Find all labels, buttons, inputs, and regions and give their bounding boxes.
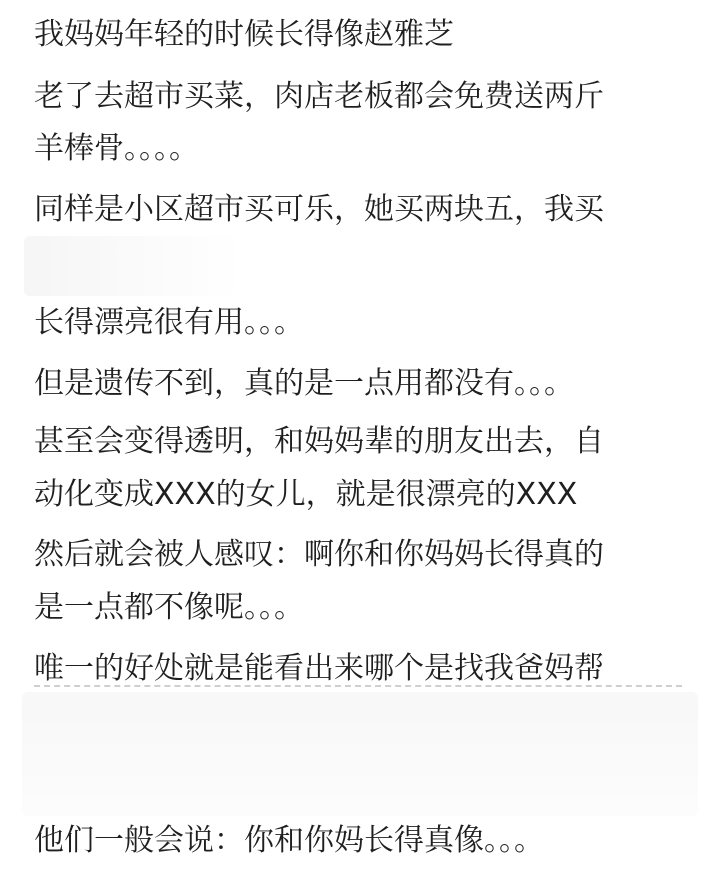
post-line-12: 他们一般会说：你和你妈长得真像。。。 bbox=[34, 823, 544, 858]
post-line-10: 是一点都不像呢。。。 bbox=[34, 590, 304, 625]
post-line-8: 动化变成XXX的女儿，就是很漂亮的XXX bbox=[34, 477, 578, 512]
post-line-7: 甚至会变得透明，和妈妈辈的朋友出去，自 bbox=[34, 424, 604, 459]
post-line-5: 长得漂亮很有用。。。 bbox=[34, 305, 304, 340]
post-line-11: 唯一的好处就是能看出来哪个是找我爸妈帮 bbox=[34, 651, 604, 686]
post-line-4: 同样是小区超市买可乐，她买两块五，我买 bbox=[34, 192, 604, 227]
post-line-9: 然后就会被人感叹：啊你和你妈妈长得真的 bbox=[34, 537, 604, 572]
dashed-underline bbox=[34, 685, 682, 687]
hidden-text-region bbox=[24, 236, 234, 296]
hidden-text-block bbox=[22, 692, 698, 816]
post-line-6: 但是遗传不到，真的是一点用都没有。。。 bbox=[34, 366, 574, 401]
post-line-1: 我妈妈年轻的时候长得像赵雅芝 bbox=[34, 17, 454, 52]
post-line-3: 羊棒骨。。。。 bbox=[34, 131, 199, 166]
post-line-2: 老了去超市买菜，肉店老板都会免费送两斤 bbox=[34, 79, 604, 114]
